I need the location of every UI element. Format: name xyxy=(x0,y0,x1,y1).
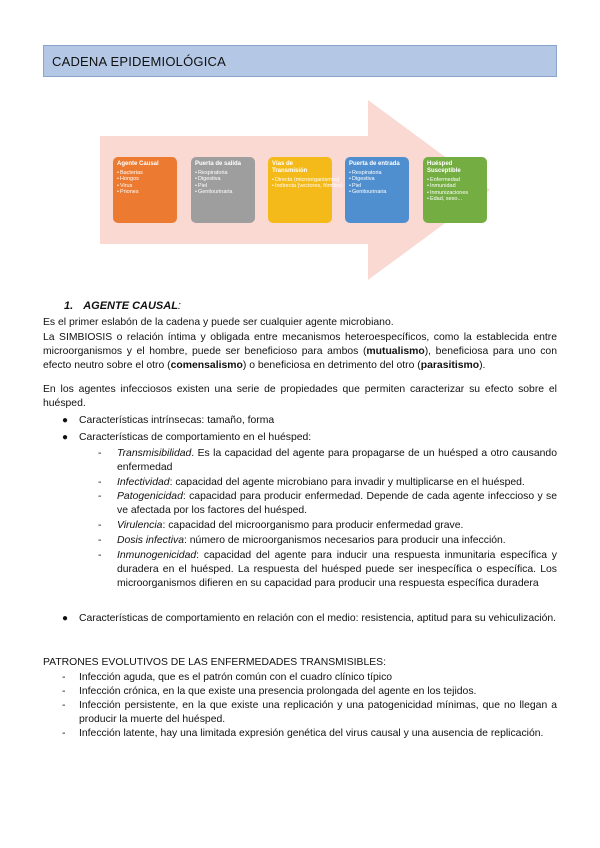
stage-item: • Digestiva xyxy=(349,176,405,182)
dash: - xyxy=(98,550,102,561)
bullet-dot: ● xyxy=(62,432,69,443)
symbiosis-text: ) o beneficiosa en detrimento del otro ( xyxy=(242,360,421,371)
sub-desc: : capacidad del agente microbiano para invadir y multiplicarse en el huésped. xyxy=(169,477,525,488)
sub-text xyxy=(117,549,557,591)
stage-item: • Priones xyxy=(117,189,173,195)
bullet-text: Características de comportamiento en relación con el medio: resistencia, aptitud para su vehiculización. xyxy=(79,613,557,624)
symbiosis-text: ). xyxy=(479,360,486,371)
pattern-text: Infección aguda, que es el patrón común con el cuadro clínico típico xyxy=(79,672,393,683)
stage-title: Agente Causal xyxy=(117,161,159,167)
stage-item: • Piel xyxy=(195,183,251,189)
symbiosis-text: La SIMBIOSIS o relación íntima y obligada entre mecanismos heteroespecíficos, como la establecida entre microorganismos y el hombre, puede ser beneficioso para ambos ( xyxy=(43,332,557,357)
stage-item: • Indirecta (vectores, fómites) xyxy=(272,183,328,189)
stage-item: • Directa (microorganismos) xyxy=(272,177,328,183)
sub-desc: : capacidad para producir enfermedad. Depende de cada agente infeccioso y se ve afectada por los factores del huésped. xyxy=(117,491,557,516)
sub-desc: : capacidad del microorganismo para producir enfermedad grave. xyxy=(162,520,464,531)
bullet-dot: ● xyxy=(62,415,69,426)
stage-item: • Enfermedad xyxy=(427,177,483,183)
sub-desc: . Es la capacidad del agente para propagarse de un huésped a otro causando enfermedad xyxy=(117,448,557,473)
stage-agente-causal xyxy=(113,157,177,223)
stage-item: • Inmunizaciones xyxy=(427,190,483,196)
sub-text xyxy=(117,490,557,518)
sub-term: Virulencia xyxy=(117,520,163,531)
stage-item: • Virus xyxy=(117,183,173,189)
sub-desc: : número de microorganismos necesarios para producir una infección. xyxy=(184,535,506,546)
sub-term: Patogenicidad xyxy=(117,491,183,502)
stage-item: • Respiratoria xyxy=(195,170,251,176)
dash: - xyxy=(62,672,66,683)
dash: - xyxy=(98,535,102,546)
epidemiological-chain-diagram xyxy=(0,0,600,300)
bullet-dot: ● xyxy=(62,613,69,624)
pattern-text: Infección crónica, en la que existe una presencia prolongada del agente en los tejidos. xyxy=(79,686,477,697)
stage-item: • Bacterias xyxy=(117,170,173,176)
symbiosis-text: ), beneficiosa para uno con efecto neutro sobre el otro ( xyxy=(43,346,557,371)
intro-paragraph: Es el primer eslabón de la cadena y puede ser cualquier agente microbiano. xyxy=(43,317,394,328)
dash: - xyxy=(98,520,102,531)
dash: - xyxy=(98,448,102,459)
dash: - xyxy=(62,686,66,697)
stage-title: Puerta de salida xyxy=(195,161,242,167)
sub-text xyxy=(117,476,557,490)
stage-item: • Hongos xyxy=(117,176,173,182)
sub-desc: : capacidad del agente para inducir una respuesta inmunitaria específica y duradera en el huésped. La respuesta del huésped puede ser inespecífica o específica. Los microorganismos difieren en su capacidad para producir una respuesta específica duradera xyxy=(117,550,557,589)
dash: - xyxy=(62,728,66,739)
properties-paragraph: En los agentes infecciosos existen una serie de propiedades que permiten caracterizar su efecto sobre el huésped. xyxy=(43,384,557,409)
section-number: 1. xyxy=(64,300,74,312)
stage-title: Puerta de entrada xyxy=(349,161,400,167)
section-heading xyxy=(64,300,181,312)
dash: - xyxy=(98,491,102,502)
sub-text xyxy=(117,447,557,475)
stage-huesped-susceptible xyxy=(423,157,487,223)
pattern-text: Infección latente, hay una limitada expresión genética del virus causal y una ausencia de replicación. xyxy=(79,728,544,739)
stage-item: • Genitourinaria xyxy=(349,189,405,195)
sub-text xyxy=(117,519,557,533)
bullet-text: Características de comportamiento en el huésped: xyxy=(79,432,312,443)
sub-term: Infectividad xyxy=(117,477,170,488)
stage-title: Huésped Susceptible xyxy=(427,161,461,174)
section-colon: : xyxy=(177,300,181,312)
patterns-title: PATRONES EVOLUTIVOS DE LAS ENFERMEDADES TRANSMISIBLES: xyxy=(43,657,386,668)
stage-vias-transmision xyxy=(268,157,343,223)
sub-text xyxy=(117,534,557,548)
term-mutualismo: mutualismo xyxy=(366,346,425,357)
bullet-text: Características intrínsecas: tamaño, forma xyxy=(79,415,275,426)
stage-item: • Digestiva xyxy=(195,176,251,182)
arrow-background xyxy=(0,0,600,300)
stage-puerta-entrada xyxy=(345,157,409,223)
dash: - xyxy=(98,477,102,488)
stage-item: • Genitourinaria xyxy=(195,189,251,195)
pattern-text: Infección persistente, en la que existe una replicación y una patogenicidad mínimas, que no llegan a producir la muerte del huésped. xyxy=(79,700,557,725)
sub-term: Inmunogenicidad xyxy=(117,550,197,561)
dash: - xyxy=(62,700,66,711)
sub-term: Dosis infectiva xyxy=(117,535,184,546)
stage-item: • Piel xyxy=(349,183,405,189)
sub-term: Transmisibilidad xyxy=(117,448,192,459)
stage-item: • Respiratoria xyxy=(349,170,405,176)
term-parasitismo: parasitismo xyxy=(420,360,480,371)
section-title: AGENTE CAUSAL xyxy=(83,300,178,312)
stage-puerta-salida xyxy=(191,157,255,223)
stage-item: • Inmunidad xyxy=(427,183,483,189)
symbiosis-paragraph xyxy=(43,331,557,373)
stage-title: Vías de Transmisión xyxy=(272,161,308,174)
page-title: CADENA EPIDEMIOLÓGICA xyxy=(52,54,226,69)
stage-item: • Edad, sexo... xyxy=(427,196,483,202)
term-comensalismo: comensalismo xyxy=(170,360,243,371)
